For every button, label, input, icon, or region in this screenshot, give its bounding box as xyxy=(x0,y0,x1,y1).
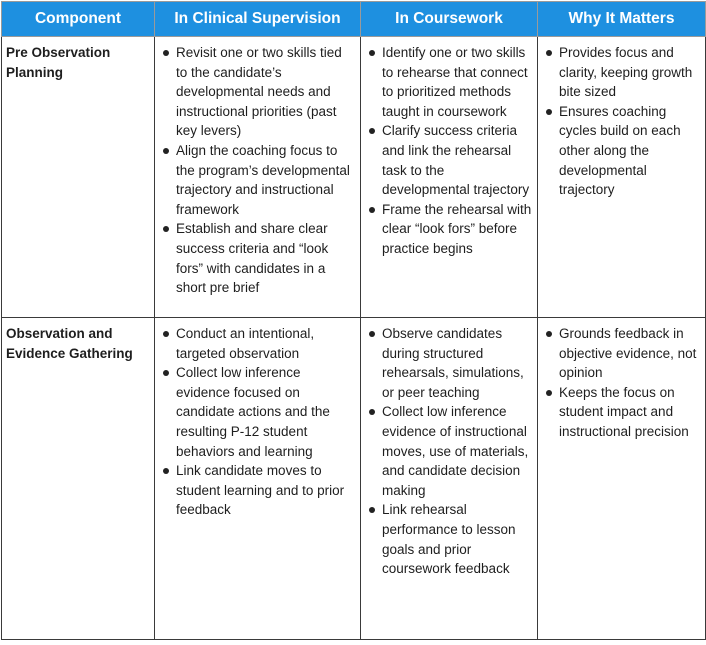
list-item: Frame the rehearsal with clear “look fors” before practice begins xyxy=(365,200,533,259)
list-item: Revisit one or two skills tied to the candidate’s developmental needs and instructional priorities (past key levers) xyxy=(159,43,356,141)
component-cell: Observation and Evidence Gathering xyxy=(2,318,155,640)
header-clinical-supervision: In Clinical Supervision xyxy=(155,2,361,37)
header-why-it-matters: Why It Matters xyxy=(538,2,706,37)
list-item: Provides focus and clarity, keeping growth bite sized xyxy=(542,43,701,102)
clinical-cell xyxy=(155,318,361,640)
list-item: Grounds feedback in objective evidence, not opinion xyxy=(542,324,701,383)
coaching-components-table xyxy=(1,1,706,640)
header-coursework: In Coursework xyxy=(361,2,538,37)
coursework-cell xyxy=(361,37,538,318)
table-row xyxy=(2,318,706,640)
why-cell xyxy=(538,37,706,318)
table-row xyxy=(2,37,706,318)
list-item: Collect low inference evidence of instructional moves, use of materials, and candidate decision making xyxy=(365,402,533,500)
header-row xyxy=(2,2,706,37)
component-cell: Pre Observation Planning xyxy=(2,37,155,318)
list-item: Keeps the focus on student impact and instructional precision xyxy=(542,383,701,442)
coursework-cell xyxy=(361,318,538,640)
list-item: Conduct an intentional, targeted observation xyxy=(159,324,356,363)
list-item: Collect low inference evidence focused on candidate actions and the resulting P-12 student behaviors and learning xyxy=(159,363,356,461)
list-item: Ensures coaching cycles build on each other along the developmental trajectory xyxy=(542,102,701,200)
list-item: Link candidate moves to student learning and to prior feedback xyxy=(159,461,356,520)
list-item: Link rehearsal performance to lesson goals and prior coursework feedback xyxy=(365,500,533,578)
list-item: Observe candidates during structured rehearsals, simulations, or peer teaching xyxy=(365,324,533,402)
header-component: Component xyxy=(2,2,155,37)
list-item: Identify one or two skills to rehearse that connect to prioritized methods taught in coursework xyxy=(365,43,533,121)
clinical-cell xyxy=(155,37,361,318)
list-item: Clarify success criteria and link the rehearsal task to the developmental trajectory xyxy=(365,121,533,199)
list-item: Establish and share clear success criteria and “look fors” with candidates in a short pre brief xyxy=(159,219,356,297)
why-cell xyxy=(538,318,706,640)
list-item: Align the coaching focus to the program’s developmental trajectory and instructional framework xyxy=(159,141,356,219)
